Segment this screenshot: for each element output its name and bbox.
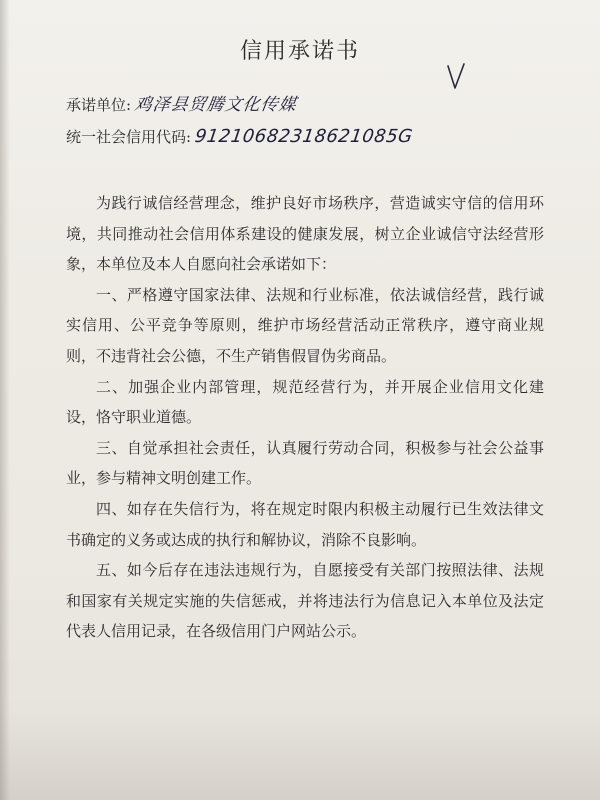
clause-paragraph-2: 二、加强企业内部管理，规范经营行为，并开展企业信用文化建设，恪守职业道德。 [66,377,544,427]
unit-handwritten-value: 鸡泽县贸腾文化传媒 [133,95,299,115]
clause-paragraph-4: 四、如存在失信行为，将在规定时限内积极主动履行已生效法律文书确定的义务或达成的执行和解协议，消除不良影响。 [66,499,544,549]
credit-code-field [66,126,413,147]
intro-paragraph: 为践行诚信经营理念，维护良好市场秩序，营造诚实守信的信用环境，共同推动社会信用体系建设的健康发展，树立企业诚信守法经营形象，本单位及本人自愿向社会承诺如下： [66,194,544,274]
clause-paragraph-3: 三、自觉承担社会责任，认真履行劳动合同，积极参与社会公益事业，参与精神文明创建工作。 [66,438,544,488]
unit-field [66,90,297,115]
document-body [66,188,544,647]
page-bottom-shade [0,710,600,800]
check-mark-icon [445,62,467,92]
credit-code-label: 统一社会信用代码: [66,128,192,146]
clause-paragraph-1: 一、严格遵守国家法律、法规和行业标准，依法诚信经营，践行诚实信用、公平竞争等原则，维护市场经营活动正常秩序，遵守商业规则，不违背社会公德，不生产销售假冒伪劣商品。 [66,285,544,365]
clause-paragraph-5: 五、如今后存在违法违规行为，自愿接受有关部门按照法律、法规和国家有关规定实施的失信惩戒，并将违法行为信息记入本单位及法定代表人信用记录，在各级信用门户网站公示。 [66,561,544,641]
unit-label: 承诺单位: [66,96,132,114]
page-shadow [0,0,10,800]
credit-code-handwritten-value: 91210682318621085G [193,126,415,147]
document-title: 信用承诺书 [239,39,360,64]
